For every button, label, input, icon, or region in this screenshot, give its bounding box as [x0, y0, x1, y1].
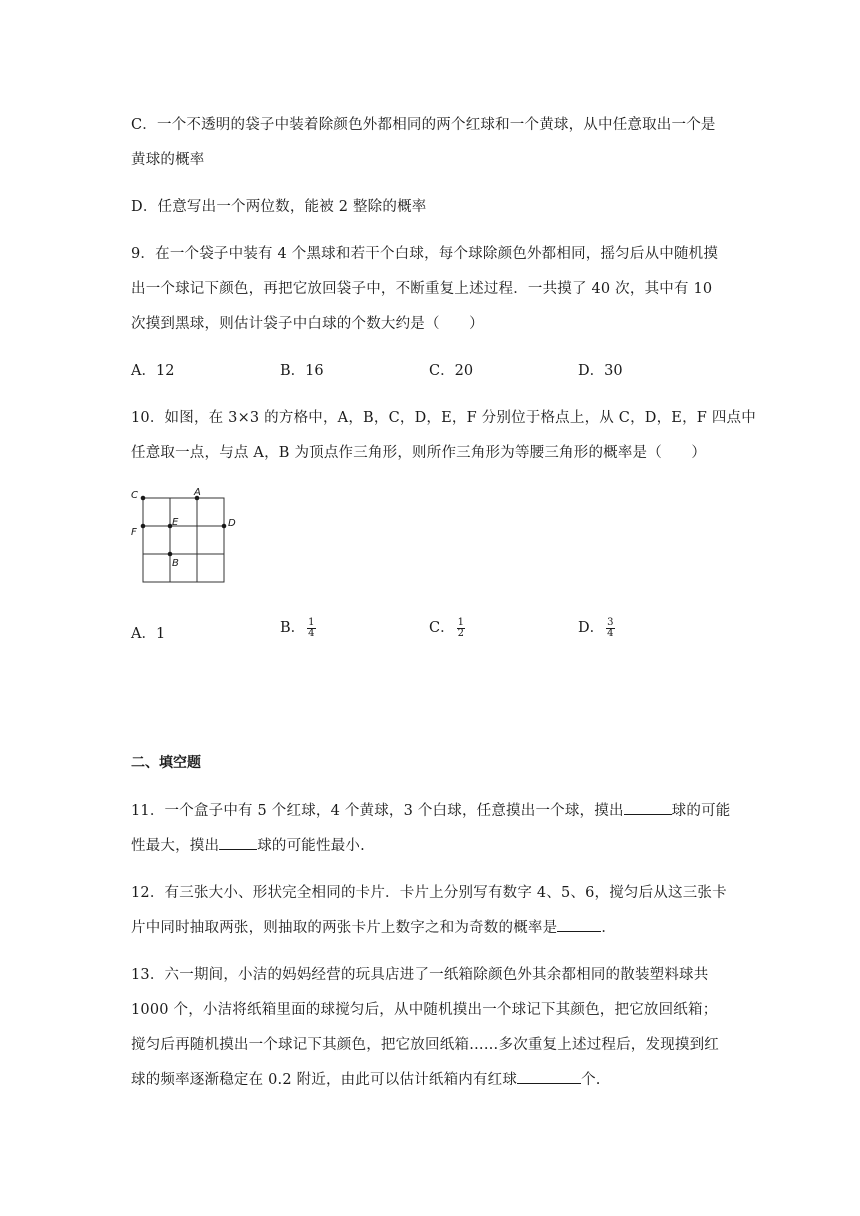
q12-line2	[131, 916, 616, 937]
answer-blank[interactable]	[517, 1069, 581, 1084]
label-b: B	[172, 558, 179, 569]
q10-option-c-prefix: C．	[429, 620, 455, 636]
point-b	[168, 552, 173, 557]
section-title: 二、填空题	[131, 755, 201, 771]
q10-option-b-fraction	[307, 618, 315, 639]
q13-line4-text: 球的频率逐渐稳定在 0.2 附近，由此可以估计纸箱内有红球	[131, 1072, 518, 1088]
q13-line4	[131, 1068, 601, 1089]
fraction-numerator: 1	[308, 616, 315, 628]
q12-line2-text: 片中同时抽取两张，则抽取的两张卡片上数字之和为奇数的概率是	[131, 920, 558, 936]
label-f: F	[131, 527, 137, 538]
q12-line2-tail: ．	[601, 920, 617, 936]
fraction-denominator: 4	[308, 627, 315, 639]
q9-option-c: C．20	[429, 363, 474, 379]
point-f	[141, 524, 146, 529]
grid-lines	[143, 498, 224, 582]
q12-line1: 12．有三张大小、形状完全相同的卡片．卡片上分别写有数字 4、5、6，搅匀后从这三张卡	[131, 885, 727, 901]
q10-option-a: A．1	[131, 626, 166, 642]
grid-figure	[126, 484, 236, 588]
q10-option-d	[578, 616, 615, 639]
q9-line3: 次摸到黑球，则估计袋子中白球的个数大约是（ ）	[131, 316, 484, 332]
q11-line1	[131, 799, 730, 820]
q11-line2-tail: 球的可能性最小.	[257, 838, 365, 854]
label-e: E	[172, 517, 179, 528]
q11-line1-tail: 球的可能	[671, 803, 731, 819]
fraction-denominator: 2	[457, 627, 464, 639]
q9-option-a: A．12	[131, 363, 175, 379]
q10-option-b	[280, 616, 316, 639]
q10-option-d-fraction	[606, 618, 614, 639]
q10-option-d-prefix: D．	[578, 620, 605, 636]
fraction-denominator: 4	[607, 627, 614, 639]
point-d	[222, 524, 227, 529]
q13-line4-tail: 个.	[581, 1072, 601, 1088]
q13-line3: 搅匀后再随机摸出一个球记下其颜色，把它放回纸箱……多次重复上述过程后，发现摸到红	[131, 1037, 719, 1053]
q9-line2: 出一个球记下颜色，再把它放回袋子中，不断重复上述过程．一共摸了 40 次，其中有 10	[131, 281, 713, 297]
q11-line1-text: 11．一个盒子中有 5 个红球，4 个黄球，3 个白球，任意摸出一个球，摸出	[131, 803, 624, 819]
q10-line1: 10．如图，在 3×3 的方格中，A，B，C，D，E，F 分别位于格点上，从 C，D，E，F 四点中	[131, 410, 756, 426]
answer-blank[interactable]	[557, 917, 601, 932]
q9-option-b: B．16	[280, 363, 324, 379]
q8-option-d: D．任意写出一个两位数，能被 2 整除的概率	[131, 199, 427, 215]
q13-line2: 1000 个，小洁将纸箱里面的球搅匀后，从中随机摸出一个球记下其颜色，把它放回纸箱；	[131, 1002, 718, 1018]
answer-blank[interactable]	[219, 835, 257, 850]
q8-option-c-line1: C．一个不透明的袋子中装着除颜色外都相同的两个红球和一个黄球，从中任意取出一个是	[131, 117, 716, 133]
label-a: A	[194, 487, 201, 498]
q8-option-c-line2: 黄球的概率	[131, 152, 205, 168]
fraction-numerator: 1	[457, 616, 464, 628]
q9-option-d: D．30	[578, 363, 623, 379]
q11-line2	[131, 834, 365, 855]
label-d: D	[228, 518, 236, 529]
label-c: C	[131, 490, 138, 501]
q10-option-c	[429, 616, 465, 639]
fraction-numerator: 3	[607, 616, 614, 628]
q10-line2: 任意取一点，与点 A，B 为顶点作三角形，则所作三角形为等腰三角形的概率是（ ）	[131, 445, 707, 461]
answer-blank[interactable]	[624, 800, 672, 815]
point-c	[141, 496, 146, 501]
q13-line1: 13．六一期间，小洁的妈妈经营的玩具店进了一纸箱除颜色外其余都相同的散装塑料球共	[131, 967, 709, 983]
q10-option-b-prefix: B．	[280, 620, 306, 636]
q10-option-c-fraction	[457, 618, 465, 639]
q11-line2-text: 性最大，摸出	[131, 838, 220, 854]
q9-line1: 9．在一个袋子中装有 4 个黑球和若干个白球，每个球除颜色外都相同，摇匀后从中随机摸	[131, 246, 719, 262]
